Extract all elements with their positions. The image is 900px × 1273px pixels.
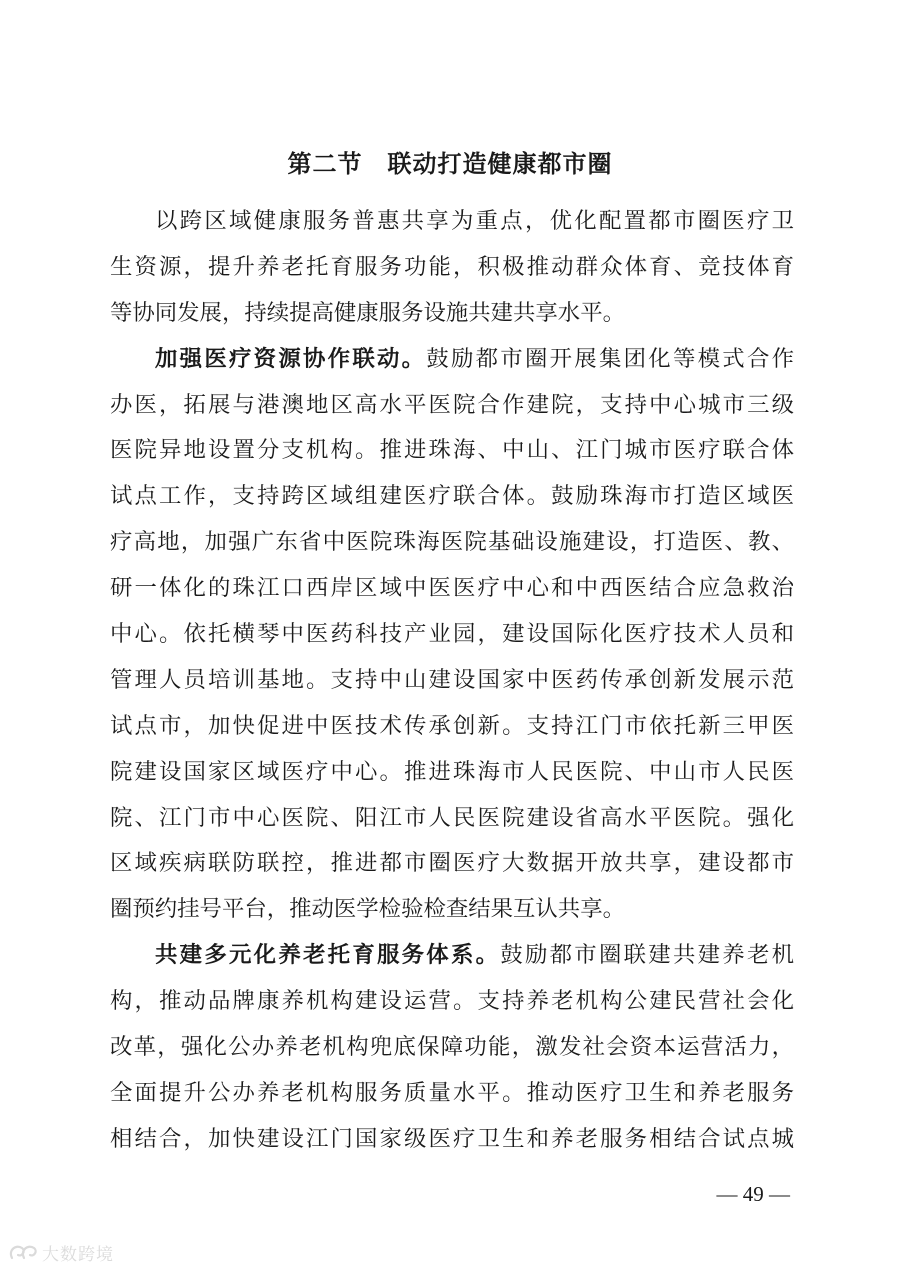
paragraph-line: 改革，强化公办养老机构兜底保障功能，激发社会资本运营活力， bbox=[110, 1034, 794, 1061]
paragraph-line: 生资源，提升养老托育服务功能，积极推动群众体育、竞技体育 bbox=[110, 253, 794, 280]
paragraph-line-text: 鼓励都市圈开展集团化等模式合作 bbox=[426, 345, 795, 372]
paragraph-lead: 加强医疗资源协作联动。 bbox=[155, 345, 427, 372]
paragraph-line: 全面提升公办养老机构服务质量水平。推动医疗卫生和养老服务 bbox=[110, 1079, 794, 1106]
paragraph-line: 院、江门市中心医院、阳江市人民医院建设省高水平医院。强化 bbox=[110, 804, 794, 831]
paragraph-line: 以跨区域健康服务普惠共享为重点，优化配置都市圈医疗卫 bbox=[155, 208, 794, 234]
section-heading: 第二节 联动打造健康都市圈 bbox=[287, 150, 613, 178]
paragraph-line: 圈预约挂号平台，推动医学检验检查结果互认共享。 bbox=[110, 896, 625, 923]
paragraph-line: 中心。依托横琴中医药科技产业园，建设国际化医疗技术人员和 bbox=[110, 621, 794, 648]
paragraph-line: 院建设国家区域医疗中心。推进珠海市人民医院、中山市人民医 bbox=[110, 758, 794, 785]
watermark-text: 大数跨境 bbox=[42, 1244, 114, 1265]
paragraph-medical-resources bbox=[110, 337, 794, 934]
paragraph-elderly-childcare bbox=[110, 933, 794, 1162]
watermark bbox=[6, 1238, 114, 1266]
paragraph-line: 研一体化的珠江口西岸区域中医医疗中心和中西医结合应急救治 bbox=[110, 575, 794, 602]
paragraph-intro bbox=[110, 199, 794, 337]
brand-logo-icon bbox=[6, 1240, 40, 1264]
page-number: — 49 — bbox=[716, 1182, 790, 1206]
paragraph-line: 管理人员培训基地。支持中山建设国家中医药传承创新发展示范 bbox=[110, 666, 794, 693]
paragraph-line: 构，推动品牌康养机构建设运营。支持养老机构公建民营社会化 bbox=[110, 988, 794, 1015]
paragraph-first-line bbox=[110, 933, 794, 979]
paragraph-line: 试点工作，支持跨区域组建医疗联合体。鼓励珠海市打造区域医 bbox=[110, 483, 794, 510]
paragraph-line: 区域疾病联防联控，推进都市圈医疗大数据开放共享，建设都市 bbox=[110, 850, 794, 877]
paragraph-lead: 共建多元化养老托育服务体系。 bbox=[155, 942, 501, 969]
paragraph-line: 医院异地设置分支机构。推进珠海、中山、江门城市医疗联合体 bbox=[110, 437, 794, 464]
paragraph-line: 试点市，加快促进中医技术传承创新。支持江门市依托新三甲医 bbox=[110, 712, 794, 739]
body-text bbox=[110, 199, 794, 1163]
paragraph-line: 相结合，加快建设江门国家级医疗卫生和养老服务相结合试点城 bbox=[110, 1125, 794, 1152]
paragraph-first-line bbox=[110, 337, 794, 383]
paragraph-line-text: 鼓励都市圈联建共建养老机 bbox=[500, 942, 795, 969]
paragraph-line: 办医，拓展与港澳地区高水平医院合作建院，支持中心城市三级 bbox=[110, 391, 794, 418]
paragraph-line: 等协同发展，持续提高健康服务设施共建共享水平。 bbox=[110, 299, 625, 326]
paragraph-line: 疗高地，加强广东省中医院珠海医院基础设施建设，打造医、教、 bbox=[110, 529, 794, 556]
